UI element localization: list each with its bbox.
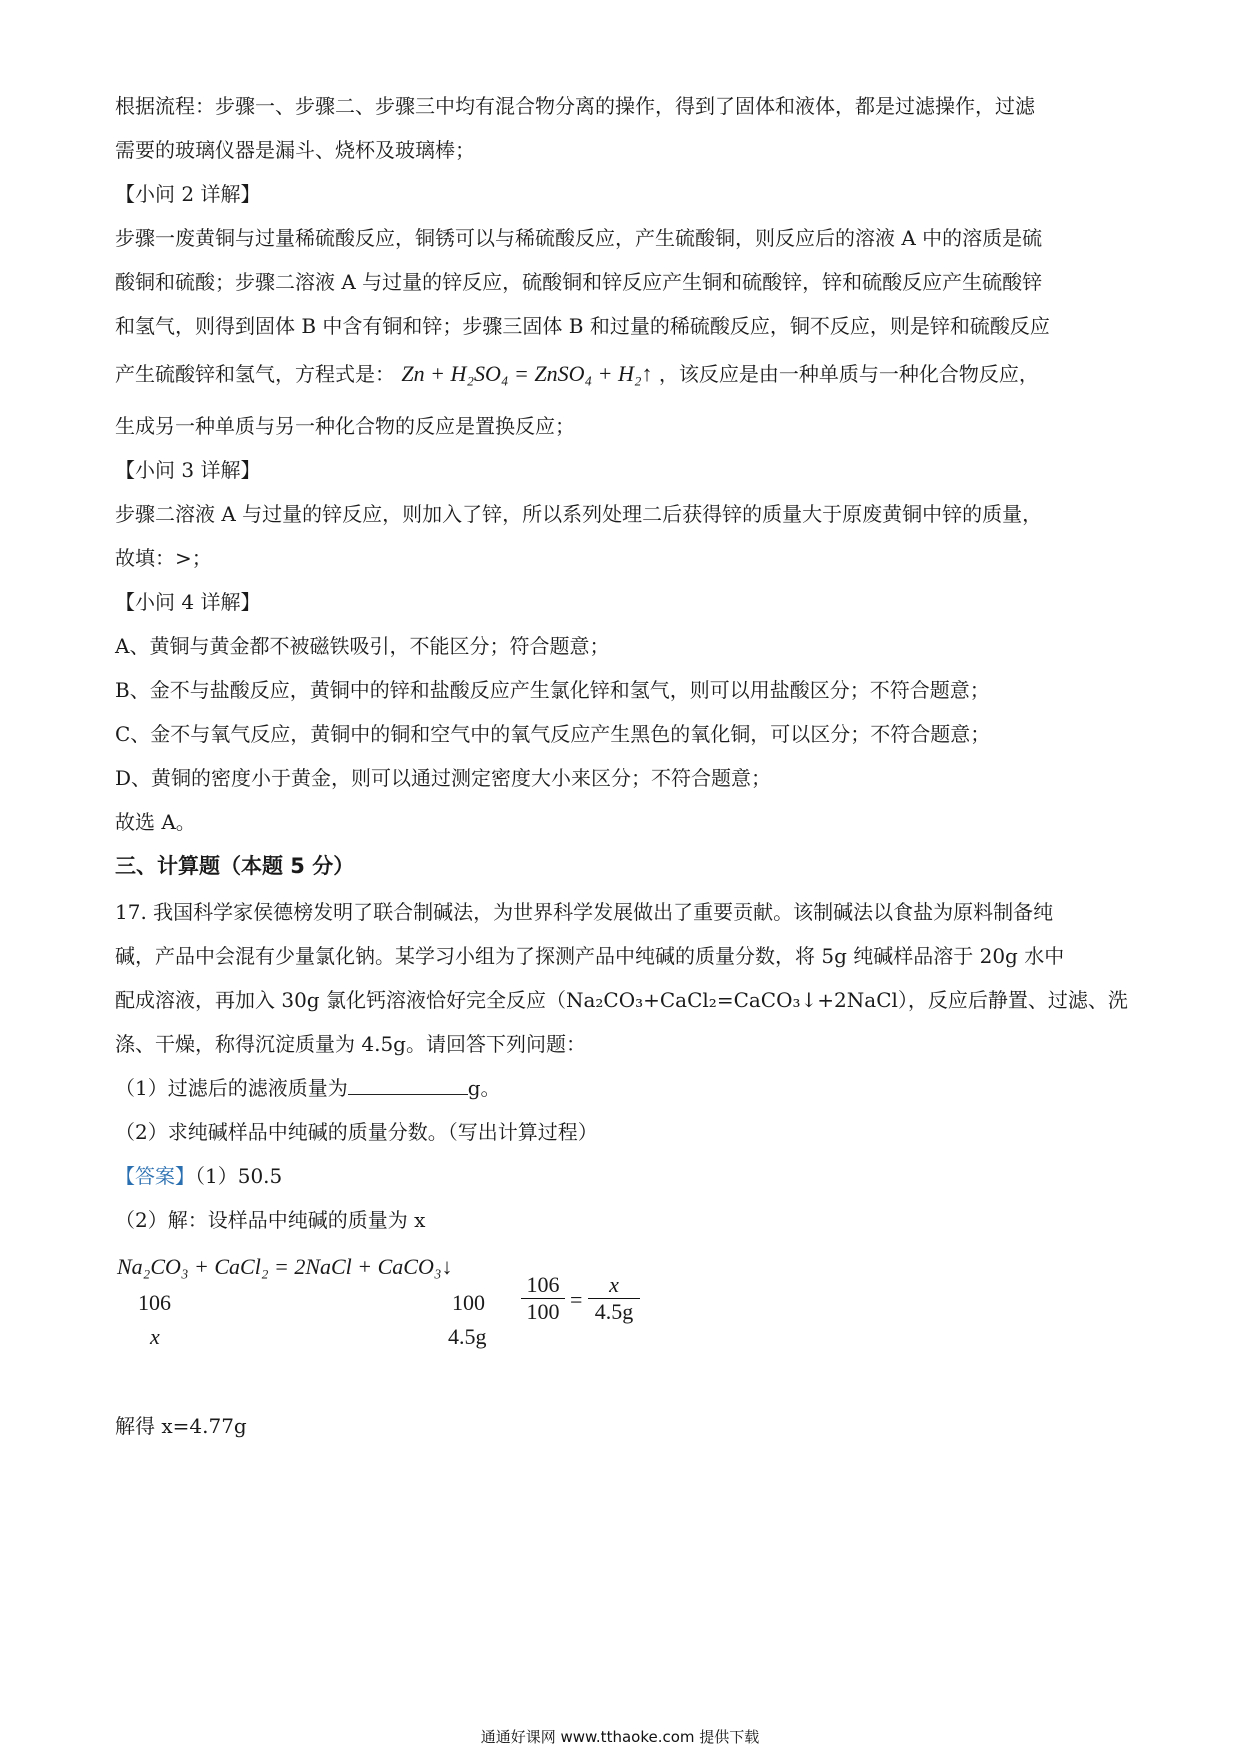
subquestion-heading: 【小问 2 详解】	[115, 182, 261, 206]
option-line: B、金不与盐酸反应，黄铜中的锌和盐酸反应产生氯化锌和氢气，则可以用盐酸区分；不符合题意；	[115, 678, 990, 702]
question-line	[115, 1075, 501, 1101]
page-footer: 通通好课网 www.tthaoke.com 提供下载	[480, 1728, 760, 1746]
fraction-numerator: 106	[526, 1272, 560, 1297]
question-line: 配成溶液，再加入 30g 氯化钙溶液恰好完全反应（Na₂CO₃+CaCl₂=CaCO₃↓+2NaCl），反应后静置、过滤、洗	[115, 988, 1128, 1012]
paragraph-line: 故选 A。	[115, 810, 196, 834]
paragraph-line: 需要的玻璃仪器是漏斗、烧杯及玻璃棒；	[115, 138, 475, 162]
paragraph-line	[115, 361, 1039, 387]
paragraph-line: 步骤一废黄铜与过量稀硫酸反应，铜锈可以与稀硫酸反应，产生硫酸铜，则反应后的溶液 A 中的溶质是硫	[115, 226, 1043, 250]
precipitate-mass: 4.5g	[448, 1324, 487, 1349]
paragraph-line: 生成另一种单质与另一种化合物的反应是置换反应；	[115, 414, 575, 438]
fraction-right	[588, 1272, 640, 1325]
paragraph-line: 步骤二溶液 A 与过量的锌反应，则加入了锌，所以系列处理二后获得锌的质量大于原废黄铜中锌的质量，	[115, 502, 1043, 526]
solution-line: 解得 x=4.77g	[115, 1414, 247, 1438]
section-heading: 三、计算题（本题 5 分）	[115, 854, 355, 878]
answer-line	[115, 1163, 282, 1189]
question-line: （2）求纯碱样品中纯碱的质量分数。（写出计算过程）	[115, 1120, 598, 1144]
answer-blank	[348, 1076, 468, 1095]
text-segment: （1）过滤后的滤液质量为	[115, 1076, 348, 1100]
subquestion-heading: 【小问 3 详解】	[115, 458, 261, 482]
question-line: 碱，产品中会混有少量氯化钠。某学习小组为了探测产品中纯碱的质量分数，将 5g 纯碱样品溶于 20g 水中	[115, 944, 1065, 968]
option-line: C、金不与氧气反应，黄铜中的铜和空气中的氧气反应产生黑色的氧化铜，可以区分；不符合题意；	[115, 722, 991, 746]
question-line: 涤、干燥，称得沉淀质量为 4.5g。请回答下列问题：	[115, 1032, 586, 1056]
paragraph-line: 酸铜和硫酸；步骤二溶液 A 与过量的锌反应，硫酸铜和锌反应产生铜和硫酸锌，锌和硫酸反应产生硫酸锌	[115, 270, 1043, 294]
reaction-equation: Na₂CO₃ + CaCl₂ = 2NaCl + CaCO₃↓	[117, 1254, 453, 1279]
paragraph-line: 根据流程：步骤一、步骤二、步骤三中均有混合物分离的操作，得到了固体和液体，都是过滤操作，过滤	[115, 94, 1035, 118]
molar-mass-na2co3: 106	[138, 1290, 171, 1315]
equals-sign: =	[570, 1287, 583, 1312]
fraction-denominator: 100	[521, 1298, 565, 1325]
answer-line: （2）解：设样品中纯碱的质量为 x	[115, 1208, 426, 1232]
answer-tag: 【答案】	[115, 1164, 195, 1188]
text-segment: g。	[467, 1076, 501, 1100]
question-line: 17. 我国科学家侯德榜发明了联合制碱法，为世界科学发展做出了重要贡献。该制碱法以食盐为原料制备纯	[115, 900, 1054, 924]
fraction-left	[521, 1272, 565, 1325]
unknown-x: x	[150, 1324, 160, 1349]
option-line: D、黄铜的密度小于黄金，则可以通过测定密度大小来区分；不符合题意；	[115, 766, 772, 790]
chemical-equation: Zn + H₂SO₄ = ZnSO₄ + H₂↑	[401, 361, 653, 386]
molar-mass-caco3: 100	[452, 1290, 485, 1315]
text-segment: ，该反应是由一种单质与一种化合物反应，	[658, 362, 1039, 386]
fraction-numerator: x	[609, 1272, 619, 1297]
fraction-denominator: 4.5g	[588, 1298, 640, 1325]
text-segment: 产生硫酸锌和氢气，方程式是：	[115, 362, 395, 386]
paragraph-line: 故填：>；	[115, 546, 212, 570]
option-line: A、黄铜与黄金都不被磁铁吸引，不能区分；符合题意；	[115, 634, 610, 658]
paragraph-line: 和氢气，则得到固体 B 中含有铜和锌；步骤三固体 B 和过量的稀硫酸反应，铜不反应，则是锌和硫酸反应	[115, 314, 1050, 338]
text-segment: （1）50.5	[195, 1164, 283, 1188]
subquestion-heading: 【小问 4 详解】	[115, 590, 261, 614]
